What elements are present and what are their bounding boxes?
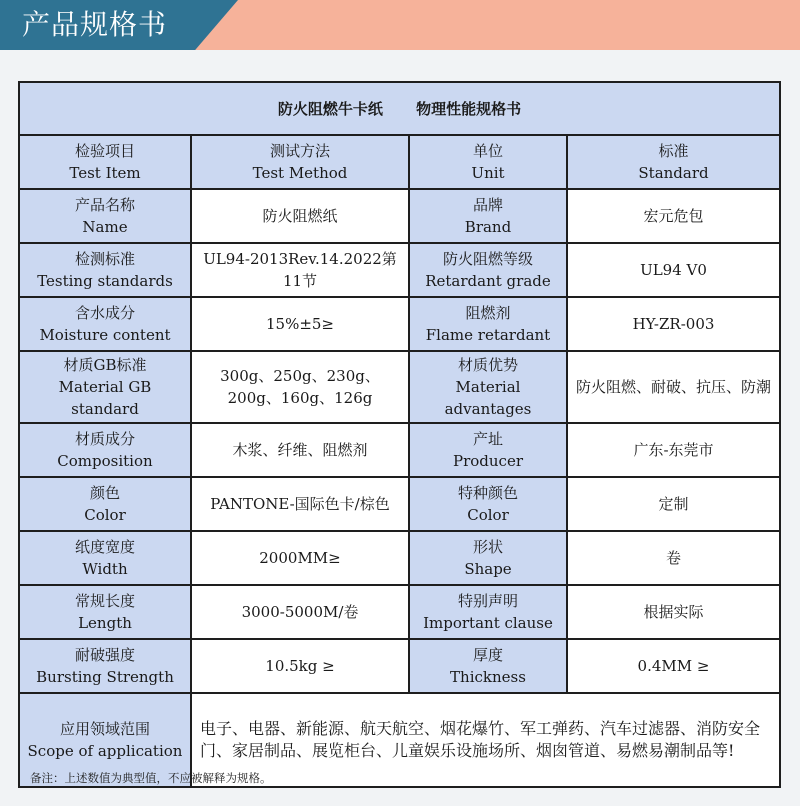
item-value: 10.5kg ≥ xyxy=(191,639,409,693)
table-title xyxy=(19,82,780,135)
scope-label-en: Scope of application xyxy=(27,742,183,760)
item-label xyxy=(19,189,191,243)
item-label-zh: 材质优势 xyxy=(457,356,518,374)
item-label-en: Width xyxy=(82,560,128,578)
item-value: 0.4MM ≥ xyxy=(567,639,780,693)
item-value: 根据实际 xyxy=(567,585,780,639)
column-header-zh: 测试方法 xyxy=(269,142,330,160)
item-label xyxy=(409,351,567,423)
column-header-en: Test Method xyxy=(252,164,348,182)
item-label-zh: 纸度宽度 xyxy=(74,538,135,556)
item-label xyxy=(409,189,567,243)
item-label-zh: 含水成分 xyxy=(74,304,135,322)
table-row xyxy=(19,351,780,423)
item-value: 300g、250g、230g、200g、160g、126g xyxy=(191,351,409,423)
spec-table xyxy=(18,81,781,788)
item-label-en: Material GB standard xyxy=(58,378,152,418)
column-header-zh: 单位 xyxy=(472,142,503,160)
item-label xyxy=(19,585,191,639)
item-value: UL94 V0 xyxy=(567,243,780,297)
item-value: 宏元危包 xyxy=(567,189,780,243)
item-label xyxy=(409,297,567,351)
item-label-en: Important clause xyxy=(423,614,553,632)
item-value: 防火阻燃、耐破、抗压、防潮 xyxy=(567,351,780,423)
item-label-zh: 厚度 xyxy=(472,646,503,664)
item-value: 木浆、纤维、阻燃剂 xyxy=(191,423,409,477)
item-label xyxy=(19,351,191,423)
item-label-en: Bursting Strength xyxy=(36,668,174,686)
item-label xyxy=(409,477,567,531)
column-header-row xyxy=(19,135,780,189)
item-label-zh: 特别声明 xyxy=(457,592,518,610)
table-row xyxy=(19,297,780,351)
item-label xyxy=(409,423,567,477)
item-label xyxy=(19,423,191,477)
column-header xyxy=(191,135,409,189)
item-label-zh: 材质成分 xyxy=(74,430,135,448)
item-label xyxy=(19,243,191,297)
column-header-en: Test Item xyxy=(69,164,141,182)
item-label-en: Shape xyxy=(464,560,512,578)
item-label xyxy=(19,477,191,531)
column-header-zh: 检验项目 xyxy=(74,142,135,160)
item-label-en: Brand xyxy=(464,218,512,236)
item-label-en: Color xyxy=(84,506,126,524)
item-label xyxy=(19,297,191,351)
item-label-zh: 材质GB标准 xyxy=(63,356,147,374)
item-label-en: Composition xyxy=(57,452,153,470)
item-label-zh: 形状 xyxy=(472,538,503,556)
item-label xyxy=(409,639,567,693)
item-label-en: Material advantages xyxy=(444,378,532,418)
table-title-spec: 物理性能规格书 xyxy=(416,99,522,118)
column-header-en: Unit xyxy=(471,164,505,182)
table-row xyxy=(19,639,780,693)
item-value: 防火阻燃纸 xyxy=(191,189,409,243)
item-label-en: Flame retardant xyxy=(425,326,551,344)
item-value: UL94-2013Rev.14.2022第11节 xyxy=(191,243,409,297)
table-row xyxy=(19,531,780,585)
item-label-zh: 特种颜色 xyxy=(457,484,518,502)
item-label-zh: 产品名称 xyxy=(74,196,135,214)
item-label-en: Moisture content xyxy=(39,326,171,344)
item-label xyxy=(409,531,567,585)
scope-value: 电子、电器、新能源、航天航空、烟花爆竹、军工弹药、汽车过滤器、消防安全门、家居制品、展览柜台、儿童娱乐设施场所、烟囱管道、易燃易潮制品等! xyxy=(191,693,780,787)
item-label-zh: 防火阻燃等级 xyxy=(442,250,533,268)
item-label xyxy=(409,243,567,297)
scope-label-zh: 应用领域范围 xyxy=(59,720,150,738)
item-value: 2000MM≥ xyxy=(191,531,409,585)
item-value: 定制 xyxy=(567,477,780,531)
item-label xyxy=(19,639,191,693)
item-value: 卷 xyxy=(567,531,780,585)
table-row xyxy=(19,477,780,531)
item-label-zh: 颜色 xyxy=(89,484,120,502)
column-header xyxy=(19,135,191,189)
item-label-en: Length xyxy=(78,614,132,632)
item-label-en: Thickness xyxy=(450,668,526,686)
column-header xyxy=(567,135,780,189)
column-header-zh: 标准 xyxy=(658,142,689,160)
item-label-zh: 检测标准 xyxy=(74,250,135,268)
column-header-en: Standard xyxy=(638,164,709,182)
table-row xyxy=(19,189,780,243)
table-row xyxy=(19,423,780,477)
item-label-en: Color xyxy=(467,506,509,524)
table-row xyxy=(19,585,780,639)
item-label-en: Producer xyxy=(452,452,523,470)
item-label-zh: 耐破强度 xyxy=(74,646,135,664)
item-label-zh: 产址 xyxy=(472,430,503,448)
item-value: 3000-5000M/卷 xyxy=(191,585,409,639)
item-value: 15%±5≥ xyxy=(191,297,409,351)
item-value: PANTONE-国际色卡/棕色 xyxy=(191,477,409,531)
item-label-en: Name xyxy=(82,218,128,236)
page-title: 产品规格书 xyxy=(22,8,168,41)
item-label-zh: 品牌 xyxy=(472,196,503,214)
footnote: 备注：上述数值为典型值，不应被解释为规格。 xyxy=(30,771,272,785)
item-label xyxy=(19,531,191,585)
item-label-en: Retardant grade xyxy=(425,272,551,290)
item-value: 广东-东莞市 xyxy=(567,423,780,477)
table-title-product: 防火阻燃牛卡纸 xyxy=(277,99,383,118)
item-value: HY-ZR-003 xyxy=(567,297,780,351)
table-row xyxy=(19,243,780,297)
column-header xyxy=(409,135,567,189)
item-label-zh: 常规长度 xyxy=(74,592,135,610)
item-label-zh: 阻燃剂 xyxy=(465,304,511,322)
item-label xyxy=(409,585,567,639)
item-label-en: Testing standards xyxy=(37,272,173,290)
